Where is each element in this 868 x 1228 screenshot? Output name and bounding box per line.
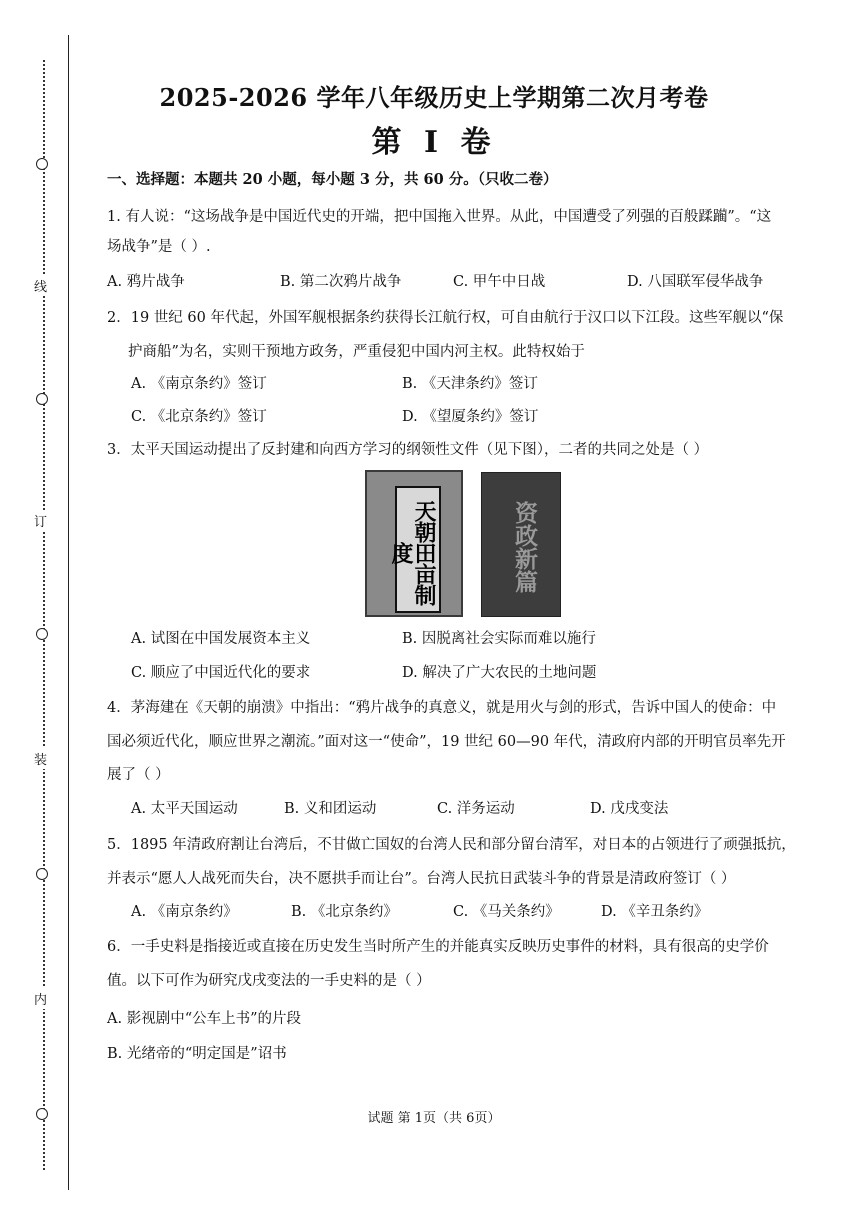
book1-title: 天朝田亩制度 bbox=[388, 500, 437, 605]
question-6-option-b: B. 光绪帝的“明定国是”诏书 bbox=[107, 1046, 287, 1062]
binding-circle bbox=[36, 628, 48, 640]
question-1-option-c: C. 甲午中日战 bbox=[453, 274, 546, 290]
question-4-line-3: 展了（ ） bbox=[107, 767, 170, 783]
binding-solid-line bbox=[68, 35, 69, 1190]
question-3-option-c: C. 顺应了中国近代化的要求 bbox=[131, 665, 311, 681]
question-4-option-b: B. 义和团运动 bbox=[284, 801, 377, 817]
question-4-line-2: 国必须近代化，顺应世界之潮流。”面对这一“使命”，19 世纪 60—90 年代，清政府内部的开明官员率先开 bbox=[107, 734, 786, 750]
question-5-option-c: C. 《马关条约》 bbox=[453, 904, 560, 920]
book2-title: 资政新篇 bbox=[511, 501, 538, 593]
section-intro bbox=[107, 173, 557, 188]
question-5-option-d: D. 《辛丑条约》 bbox=[601, 904, 709, 920]
question-4-line-1: 4．茅海建在《天朝的崩溃》中指出：“鸦片战争的真意义，就是用火与剑的形式，告诉中国人的使命：中 bbox=[107, 700, 777, 716]
section-note: （只收二卷） bbox=[477, 171, 558, 188]
question-5-option-b: B. 《北京条约》 bbox=[291, 904, 398, 920]
binding-circle bbox=[36, 868, 48, 880]
binding-char: 装 bbox=[34, 748, 47, 769]
page-footer: 试题 第 1页（共 6页） bbox=[367, 1111, 501, 1126]
question-1-option-a: A. 鸦片战争 bbox=[107, 274, 185, 290]
question-2-line-1: 2．19 世纪 60 年代起，外国军舰根据条约获得长江航行权，可自由航行于汉口以下江段。这些军舰以“保 bbox=[107, 310, 784, 326]
question-2-option-a: A. 《南京条约》签订 bbox=[131, 376, 267, 392]
question-3-line-1: 3．太平天国运动提出了反封建和向西方学习的纲领性文件（见下图），二者的共同之处是（ ） bbox=[107, 442, 709, 458]
question-4-option-c: C. 洋务运动 bbox=[437, 801, 515, 817]
question-5-line-2: 并表示“愿人人战死而失台，决不愿拱手而让台”。台湾人民抗日武装斗争的背景是清政府签订（ ） bbox=[107, 871, 736, 887]
question-6-line-1: 6．一手史料是指接近或直接在历史发生当时所产生的并能真实反映历史事件的材料，具有很高的史学价 bbox=[107, 939, 769, 955]
question-3-option-d: D. 解决了广大农民的土地问题 bbox=[402, 665, 597, 681]
zizheng-xinpian-book-image bbox=[481, 472, 561, 617]
volume-title: 第 I 卷 bbox=[371, 125, 497, 160]
question-2-option-c: C. 《北京条约》签订 bbox=[131, 409, 267, 425]
question-3-option-b: B. 因脱离社会实际而难以施行 bbox=[402, 631, 596, 647]
question-1-option-b: B. 第二次鸦片战争 bbox=[280, 274, 402, 290]
binding-circle bbox=[36, 393, 48, 405]
question-5-line-1: 5．1895 年清政府割让台湾后，不甘做亡国奴的台湾人民和部分留台清军，对日本的占领进行了顽强抵抗， bbox=[107, 837, 796, 853]
question-3-option-a: A. 试图在中国发展资本主义 bbox=[131, 631, 311, 647]
section-intro-text: 一、选择题：本题共 20 小题，每小题 3 分，共 60 分。 bbox=[107, 171, 478, 188]
question-6-option-a: A. 影视剧中“公车上书”的片段 bbox=[107, 1011, 302, 1027]
binding-char: 内 bbox=[34, 988, 47, 1009]
exam-title: 2025-2026 学年八年级历史上学期第二次月考卷 bbox=[159, 83, 709, 112]
question-5-option-a: A. 《南京条约》 bbox=[131, 904, 238, 920]
question-2-option-b: B. 《天津条约》签订 bbox=[402, 376, 538, 392]
question-2-line-2: 护商船”为名，实则干预地方政务，严重侵犯中国内河主权。此特权始于 bbox=[128, 344, 585, 360]
question-1-line-1: 1. 有人说：“这场战争是中国近代史的开端，把中国拖入世界。从此，中国遭受了列强的百般蹂躏”。“这 bbox=[107, 209, 772, 225]
binding-char: 线 bbox=[34, 275, 47, 296]
question-4-option-d: D. 戊戌变法 bbox=[590, 801, 669, 817]
question-1-option-d: D. 八国联军侵华战争 bbox=[627, 274, 764, 290]
question-6-line-2: 值。以下可作为研究戊戌变法的一手史料的是（ ） bbox=[107, 973, 431, 989]
question-4-option-a: A. 太平天国运动 bbox=[131, 801, 238, 817]
tianchao-tianmu-book-image bbox=[365, 470, 463, 617]
binding-char: 订 bbox=[34, 510, 47, 531]
question-2-option-d: D. 《望厦条约》签订 bbox=[402, 409, 539, 425]
question-1-line-2: 场战争”是（ ）. bbox=[107, 239, 211, 255]
